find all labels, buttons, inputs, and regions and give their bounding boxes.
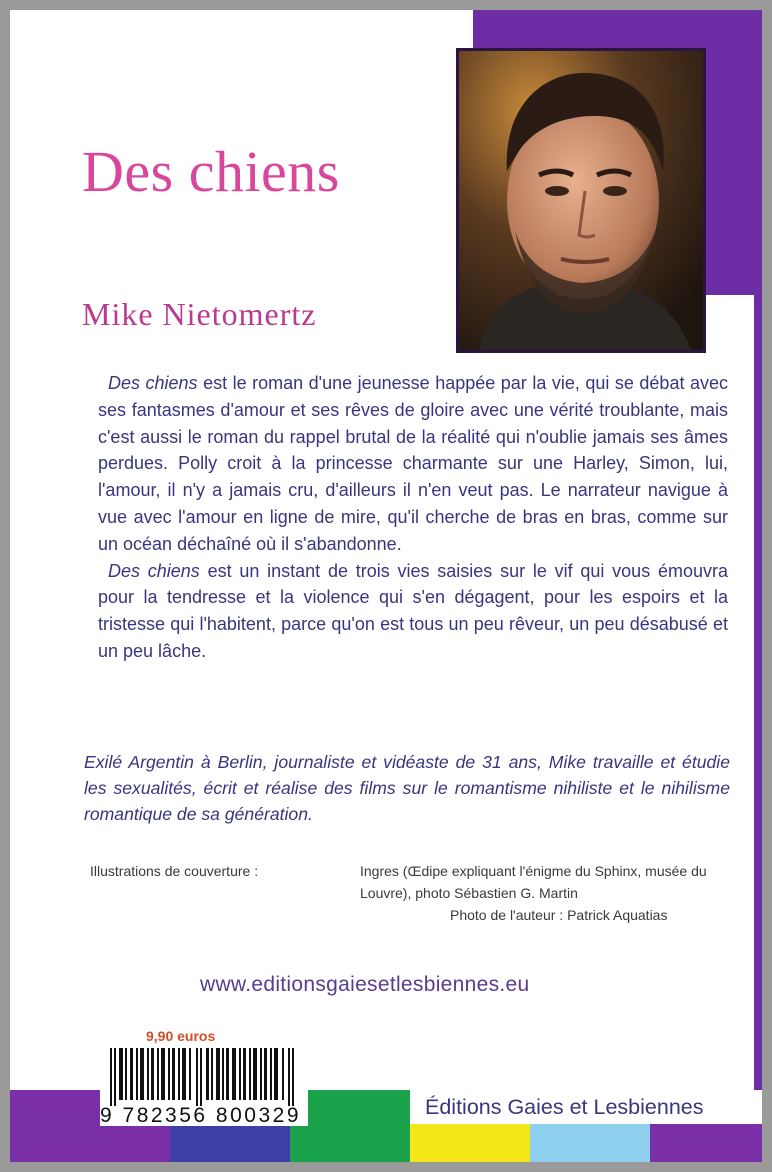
isbn-number: 9 782356 800329 bbox=[100, 1104, 301, 1127]
author-name: Mike Nietomertz bbox=[82, 296, 317, 332]
credits-value: Ingres (Œdipe expliquant l'énigme du Sphinx, musée du Louvre), photo Sébastien G. Martin bbox=[360, 863, 707, 901]
barcode-icon bbox=[110, 1048, 298, 1106]
book-back-cover bbox=[10, 10, 762, 1162]
stripe-green bbox=[290, 1090, 410, 1162]
price: 9,90 euros bbox=[146, 1028, 216, 1044]
blurb-title-ref-1: Des chiens bbox=[108, 373, 198, 393]
book-blurb bbox=[98, 370, 728, 665]
blurb-title-ref-2: Des chiens bbox=[108, 560, 200, 581]
purple-edge-strip bbox=[754, 10, 762, 1090]
blurb-paragraph-1 bbox=[98, 370, 728, 558]
blurb-text-1: est le roman d'une jeunesse happée par la vie, qui se débat avec ses fantasmes d'amour et ses rêves de gloire avec une vérité troublante, mais c'est aussi le roman du rappel brutal de la réalité qui n'oublie jamais ses âmes perdues. Polly croit à la princesse charmante sur une Harley, Simon, lui, l'amour, il n'y a jamais cru, d'ailleurs il n'en veut pas. Le narrateur navigue à vue avec l'amour en ligne de mire, qu'il cherche de bras en bras, comme sur un océan déchaîné où il s'abandonne. bbox=[98, 373, 728, 554]
blurb-paragraph-2 bbox=[98, 558, 728, 665]
author-bio: Exilé Argentin à Berlin, journaliste et vidéaste de 31 ans, Mike travaille et étudie les sexualités, écrit et réalise des films sur le romantisme nihiliste et le nihilisme romantique de sa génération. bbox=[84, 752, 730, 824]
author-photo bbox=[456, 48, 706, 353]
blurb-text-2: est un instant de trois vies saisies sur le vif qui vous émouvra pour la tendresse et la violence qui s'en dégagent, pour les espoirs et la tristesse qui l'habitent, parce qu'on est tous un peu rêveur, un peu désabusé et un peu lâche. bbox=[98, 560, 728, 661]
publisher-url[interactable]: www.editionsgaiesetlesbiennes.eu bbox=[200, 973, 530, 996]
publisher-name: Éditions Gaies et Lesbiennes bbox=[425, 1095, 704, 1119]
author-portrait-image bbox=[459, 51, 703, 350]
cover-credits bbox=[90, 860, 730, 926]
photo-credit: Photo de l'auteur : Patrick Aquatias bbox=[450, 907, 668, 923]
barcode bbox=[100, 1046, 308, 1126]
credits-label: Illustrations de couverture : bbox=[90, 863, 259, 879]
book-title: Des chiens bbox=[82, 139, 340, 204]
